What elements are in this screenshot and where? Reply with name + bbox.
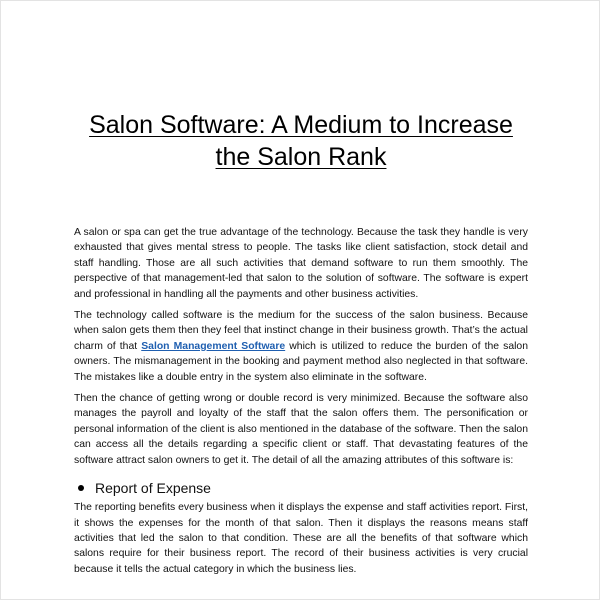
paragraph-3: Then the chance of getting wrong or double record is very minimized. Because the software also manages the payroll and loyalty of the staff that the salon offers them. The personification or personal information of the client is also mentioned in the database of the software. Then the salon can access all the details regarding a specific client or staff. That devastating features of the software attract salon owners to get it. The detail of all the amazing attributes of this software is:	[74, 393, 528, 466]
paragraph-1: A salon or spa can get the true advantage of the technology. Because the task they handle is very exhausted that gives mental stress to people. The tasks like client satisfaction, stock detail and staff handling. Those are all such activities that demand software to run them smoothly. The perspective of that management-led that salon to the solution of software. The software is expert and professional in handling all the payments and other business activities.	[74, 227, 528, 300]
section-heading-text: Report of Expense	[95, 480, 211, 497]
paragraph-2	[74, 308, 528, 385]
title-line-2: the Salon Rank	[215, 143, 387, 171]
salon-management-software-link[interactable]: Salon Management Software	[141, 340, 286, 352]
paragraph-2-text-before: The technology called software is the medium for the success of the salon business. Because when salon gets them then they feel that instinct change in their business growth. That’s the actual charm of that	[74, 310, 528, 352]
document-title	[61, 109, 541, 173]
paragraph-4: The reporting benefits every business when it displays the expense and staff activities report. First, it shows the expenses for the month of that salon. Then it displays the reasons means staff activities that led the salon to that condition. These are all the benefits of that software which salons require for their business report. The record of their business activities is very crucial because it tells the actual category in which the business lies.	[74, 502, 528, 575]
bullet-icon	[78, 485, 84, 491]
paragraph-2-text-after: which is utilized to reduce the burden of the salon owners. The mismanagement in the booking and payment method also neglected in that software. The mistakes like a double entry in the system also eliminate in the software.	[74, 340, 528, 383]
document-body	[74, 225, 528, 583]
section-heading	[74, 478, 528, 498]
title-line-1: Salon Software: A Medium to Increase	[89, 111, 513, 139]
